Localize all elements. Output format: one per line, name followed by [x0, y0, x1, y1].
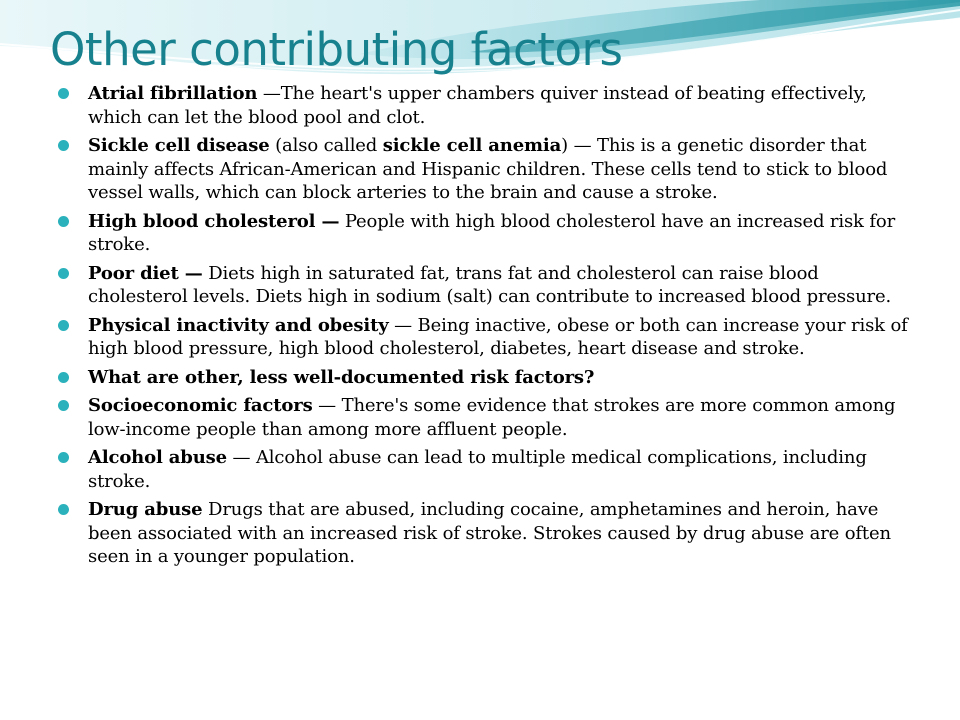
bullet-dot-icon [58, 372, 69, 383]
bullet-text: — Being inactive, obese or both can increase your risk of high blood pressure, high blood cholesterol, diabetes, heart disease and stroke. [88, 314, 908, 359]
bullet-term: Poor diet — [88, 262, 203, 284]
bullet-dot-icon [58, 140, 69, 151]
bullet-text: —The heart's upper chambers quiver instead of beating effectively, which can let the blood pool and clot. [88, 83, 867, 128]
bullet-item [58, 134, 918, 205]
bullet-term: Alcohol abuse [88, 447, 227, 468]
bullet-text: People with high blood cholesterol have an increased risk for stroke. [88, 210, 896, 255]
slide-title: Other contributing factors [50, 23, 623, 76]
bullet-item [58, 262, 918, 309]
bullet-term-secondary: sickle cell anemia [382, 135, 562, 156]
bullet-dot-icon [58, 88, 69, 99]
bullet-term: Sickle cell disease [88, 135, 270, 156]
bullet-dot-icon [58, 400, 69, 411]
bullet-item [58, 210, 918, 257]
bullet-item [58, 82, 918, 129]
bullet-item [58, 394, 918, 441]
bullet-text-continued: ) — This is a genetic disorder that mainly affects African-American and Hispanic children. These cells tend to stick to blood vessel walls, which can block arteries to the brain and cause a stroke. [88, 135, 888, 203]
bullet-item [58, 446, 918, 493]
bullet-heading: What are other, less well-documented risk factors? [88, 366, 595, 388]
bullet-text: (also called [269, 135, 383, 156]
bullet-item [58, 366, 918, 390]
bullet-term: High blood cholesterol — [88, 210, 340, 232]
bullet-dot-icon [58, 504, 69, 515]
bullet-term: Drug abuse [88, 499, 203, 520]
bullet-dot-icon [58, 268, 69, 279]
bullet-dot-icon [58, 216, 69, 227]
bullet-term: Socioeconomic factors [88, 395, 313, 416]
bullet-text: — There's some evidence that strokes are more common among low-income people than among more affluent people. [88, 395, 896, 440]
bullet-text: Drugs that are abused, including cocaine, amphetamines and heroin, have been associated with an increased risk of stroke. Strokes caused by drug abuse are often seen in a younger population. [88, 499, 891, 567]
bullet-term: Physical inactivity and obesity [88, 314, 389, 336]
bullet-item [58, 498, 918, 569]
bullet-text: Diets high in saturated fat, trans fat and cholesterol can raise blood cholesterol levels. Diets high in sodium (salt) can contribute to increased blood pressure. [88, 262, 892, 307]
bullet-dot-icon [58, 320, 69, 331]
bullet-text: — Alcohol abuse can lead to multiple medical complications, including stroke. [88, 447, 867, 492]
bullet-term: Atrial fibrillation [88, 83, 258, 104]
bullet-list [58, 82, 918, 574]
bullet-dot-icon [58, 452, 69, 463]
bullet-item [58, 314, 918, 361]
